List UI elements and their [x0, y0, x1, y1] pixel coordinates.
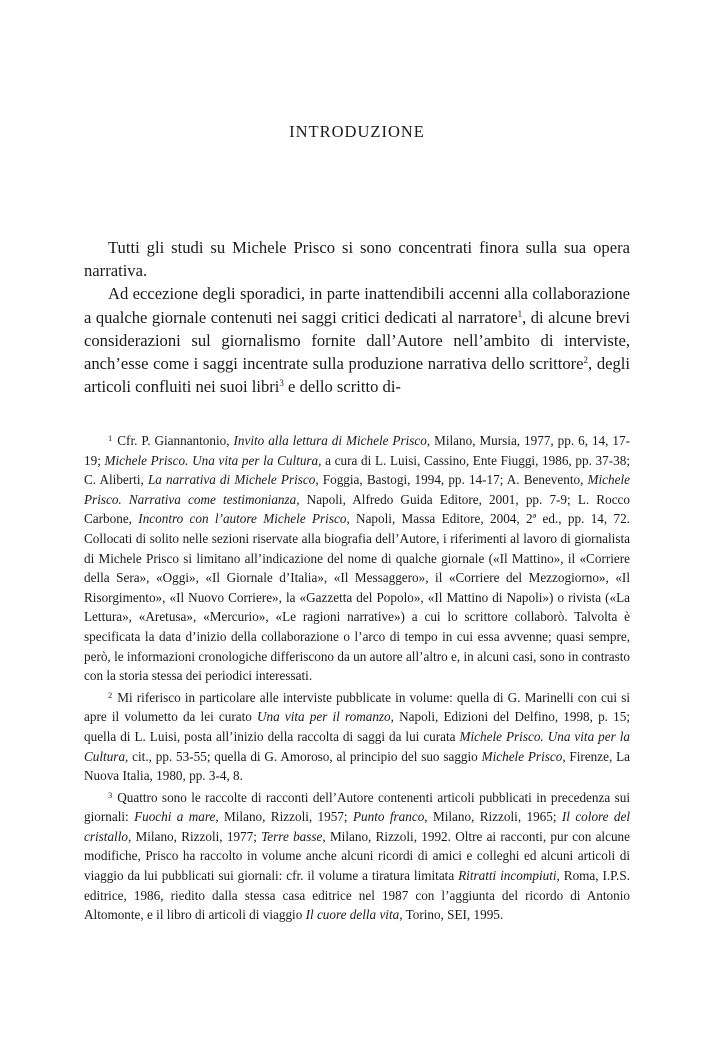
cited-title: Ritratti incompiuti	[458, 868, 557, 884]
footnote-run: , Firenze, La Nuova Italia, 1980, pp. 3-4, 8.	[84, 748, 630, 784]
footnote	[84, 686, 630, 786]
footnote-run: , Napoli, Alfredo Guida Editore, 2001, pp. 7-9; L. Rocco Carbone,	[84, 491, 630, 527]
footnote-ref[interactable]: 1	[517, 308, 523, 319]
chapter-title: INTRODUZIONE	[289, 122, 425, 141]
footnote-run: , Torino, SEI, 1995.	[399, 907, 504, 923]
paragraph-text: Ad eccezione degli sporadici, in parte inattendibili accenni alla collaborazione a qualche giornale contenuti nei saggi critici dedicati al narratore	[84, 284, 630, 327]
paragraph-text: e dello scritto di-	[283, 377, 401, 397]
footnote-run: , Milano, Rizzoli, 1992. Oltre ai racconti, pur con alcune modifiche, Prisco ha raccolto in volume anche alcuni ricordi di amici e colleghi ed alcuni articoli di viaggio da lui pubblicati sui giornali: cfr. il volume a tiratura limitata	[84, 828, 630, 884]
paragraph: Tutti gli studi su Michele Prisco si sono concentrati finora sulla sua opera narrativa.	[84, 238, 630, 281]
footnote-run: , Napoli, Edizioni del Delfino, 1998, p. 15; quella di L. Luisi, posta all’inizio della raccolta di saggi da lui curata	[84, 709, 630, 744]
cited-title: Il colore del cristallo	[84, 809, 631, 844]
cited-title: Punto franco	[352, 809, 425, 825]
paragraph-text: , degli articoli confluiti nei suoi libri	[84, 354, 630, 397]
footnote	[84, 786, 630, 925]
footnote-text	[84, 433, 630, 683]
cited-title: Invito alla lettura di Michele Prisco	[233, 433, 427, 448]
cited-title: Michele Prisco. Narrativa come testimonianza	[84, 472, 630, 507]
footnote-run: Mi riferisco in particolare alle interviste pubblicate in volume: quella di G. Marinelli con cui si apre il volumetto da lei curato	[84, 689, 630, 725]
footnote-run: Cfr. P. Giannantonio,	[117, 433, 234, 448]
footnote-run: , a cura di L. Luisi, Cassino, Ente Fiuggi, 1986, pp. 37-38; C. Aliberti,	[84, 452, 630, 488]
cited-title: Una vita per il romanzo	[256, 709, 391, 725]
footnote-number: 2	[108, 689, 113, 700]
footnote-text	[84, 690, 630, 783]
footnote-run: , cit., pp. 53-55; quella di G. Amoroso, al principio del suo saggio	[125, 748, 482, 764]
footnote-ref[interactable]: 2	[583, 355, 589, 366]
cited-title: Michele Prisco. Una vita per la Cultura	[84, 728, 630, 764]
footnote	[84, 429, 630, 686]
footnote-run: , Milano, Rizzoli, 1977;	[127, 828, 262, 844]
footnote-number: 1	[108, 433, 113, 443]
footnote-ref[interactable]: 3	[279, 378, 284, 389]
footnote-run: , Foggia, Bastogi, 1994, pp. 14-17; A. Benevento,	[315, 472, 588, 488]
footnotes	[84, 429, 630, 925]
cited-title: Fuochi a mare	[134, 809, 216, 825]
cited-title: Il cuore della vita	[305, 907, 400, 923]
cited-title: Michele Prisco. Una vita per la Cultura	[104, 452, 319, 468]
footnote-number: 3	[108, 789, 113, 800]
footnote-text	[84, 790, 630, 923]
paragraph	[84, 282, 630, 398]
footnote-run: , Roma, I.P.S. editrice, 1986, riedito dalla stessa casa editrice nel 1987 con l’aggiunta del ricordo di Antonio Altomonte, e il libro di articoli di viaggio	[84, 868, 630, 923]
footnote-run: , Milano, Rizzoli, 1957;	[215, 809, 353, 825]
cited-title: La narrativa di Michele Prisco	[147, 472, 316, 488]
body-text	[84, 236, 630, 398]
footnote-run: Quattro sono le raccolte di racconti dell’Autore contenenti articoli pubblicati in precedenza sui giornali:	[84, 789, 630, 825]
cited-title: Incontro con l’autore Michele Prisco	[138, 511, 347, 527]
cited-title: Terre basse	[261, 828, 323, 844]
paragraph-text: , di alcune brevi considerazioni sul giornalismo fornite dall’Autore nell’ambito di interviste, anch’esse come i saggi incentrate sulla produzione narrativa dello scrittore	[84, 307, 630, 374]
footnote-run: , Milano, Rizzoli, 1965;	[424, 809, 562, 825]
footnote-run: , Napoli, Massa Editore, 2004, 2ª ed., pp. 14, 72. Collocati di solito nelle sezioni riservate alla biografia dell’Autore, i riferimenti al lavoro di giornalista di Michele Prisco si limitano all’indicazione del nome di qualche giornale («Il Mattino», il «Corriere della Sera», «Oggi», «Il Giornale d’Italia», «Il Messaggero», il «Corriere del Mezzogiorno», «Il Risorgimento», «Il Nuovo Corriere», la «Gazzetta del Popolo», «Il Mattino di Napoli») o rivista («La Lettura», «Aretusa», «Mercurio», «Le ragioni narrative») a cui lo scrittore collaborò. Talvolta è specificata la data d’inizio della collaborazione o l’arco di tempo in cui essa avvenne; quasi sempre, però, le informazioni cronologiche differiscono da un autore all’altro e, in alcuni casi, sono in contrasto con la storia stessa dei periodici interessati.	[84, 511, 630, 684]
cited-title: Michele Prisco	[481, 748, 563, 764]
footnote-run: , Milano, Mursia, 1977, pp. 6, 14, 17-19;	[84, 433, 630, 468]
